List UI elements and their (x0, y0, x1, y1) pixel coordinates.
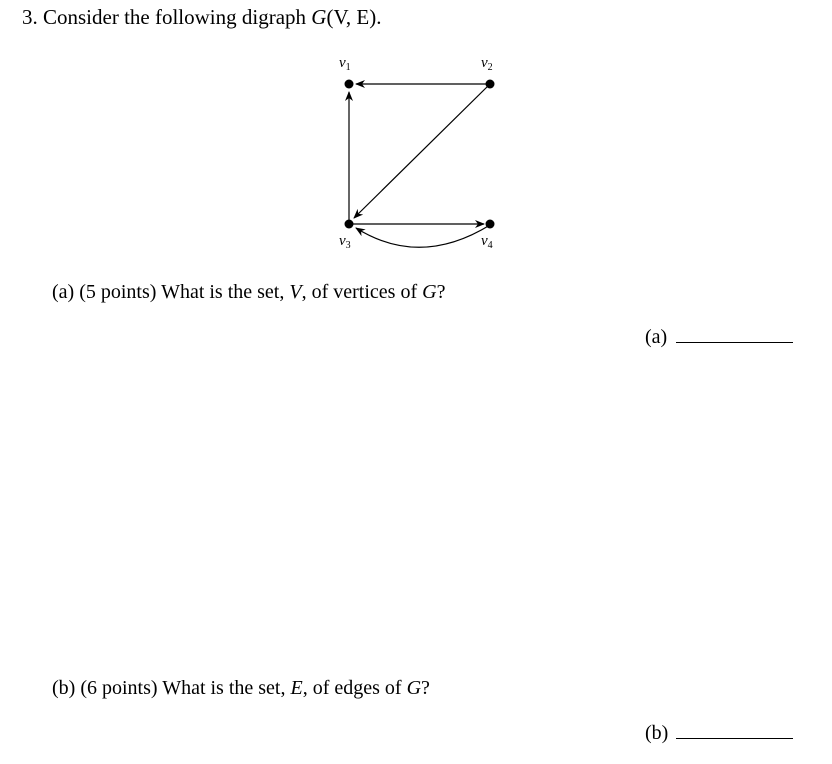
part-a-label: (a) (52, 281, 75, 303)
graph-args: (V, E) (326, 5, 377, 29)
part-b-end: ? (421, 677, 430, 699)
vertex-v3 (345, 220, 354, 229)
vertex-label-v1: $v_1$ (339, 55, 351, 73)
part-b-label: (b) (52, 677, 76, 699)
answer-a-blank[interactable] (676, 342, 793, 343)
part-b-points: (6 points) (80, 677, 158, 699)
part-a-points: (5 points) (79, 281, 157, 303)
vertex-label-v4: $v_4$ (481, 233, 493, 251)
question-end: . (376, 5, 382, 29)
edge-v4-v3 (356, 225, 490, 247)
part-a-end: ? (436, 281, 446, 303)
vertex-v2 (486, 80, 495, 89)
part-b-text-after: , of edges of (302, 677, 402, 699)
edge-v2-v3 (354, 84, 490, 218)
question-number: 3. (22, 5, 38, 29)
part-a-text-after: , of vertices of (301, 281, 418, 303)
part-a-graph-symbol: G (422, 281, 437, 303)
part-b-question (52, 676, 430, 700)
part-a-question (52, 280, 445, 304)
answer-a-label: (a) (645, 326, 668, 348)
vertex-v4 (486, 220, 495, 229)
part-b-text-before: What is the set, (162, 677, 286, 699)
answer-b-label: (b) (645, 722, 669, 744)
question-text: Consider the following digraph (43, 5, 307, 29)
vertex-v1 (345, 80, 354, 89)
part-a-text-before: What is the set, (161, 281, 285, 303)
answer-b-blank[interactable] (676, 738, 793, 739)
vertex-label-v3: $v_3$ (339, 233, 351, 251)
part-b-symbol: E (290, 677, 303, 699)
vertex-label-v2: $v_2$ (481, 55, 493, 73)
graph-symbol: G (311, 5, 327, 29)
part-b-graph-symbol: G (406, 677, 422, 699)
part-a-symbol: V (289, 281, 302, 303)
